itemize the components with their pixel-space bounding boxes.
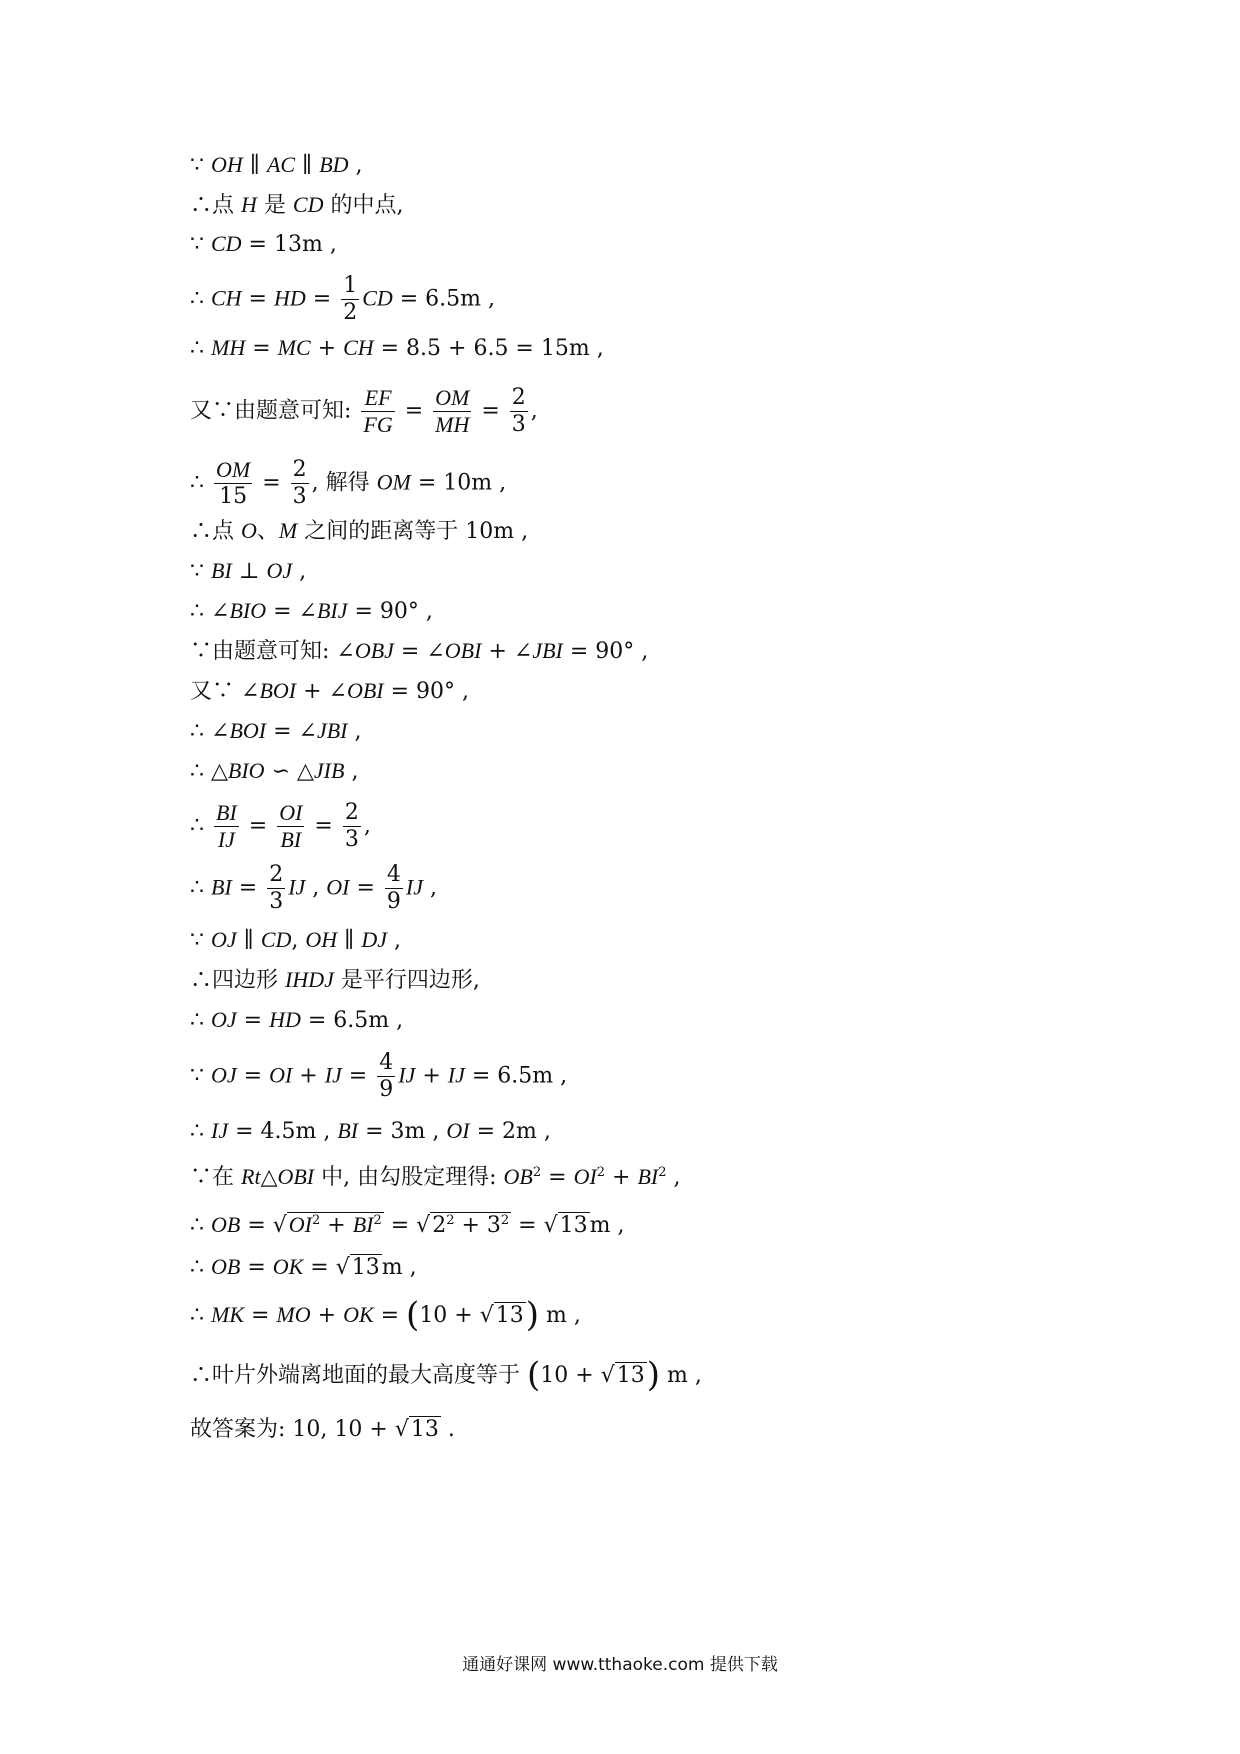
- solution-line-10: ∴ ∠BIO = ∠BIJ = 90° ,: [190, 598, 433, 624]
- solution-line-20: ∵ OJ = OI + IJ = $\frac{4}{9}$ IJ + IJ = 6.5m ,: [190, 1050, 568, 1102]
- solution-line-26: ∴叶片外端离地面的最大高度等于 (10 + √13) m ,: [190, 1355, 702, 1395]
- solution-line-16: ∴ BI = $\frac{2}{3}$ IJ , OI = $\frac{4}{9}$ IJ ,: [190, 862, 437, 914]
- solution-line-23: ∴ OB = $√OI^2 + BI^2 = √2^2 + 3^2 = √13m$ ,: [190, 1212, 625, 1238]
- solution-line-8: ∴点 O、M 之间的距离等于 10m ,: [190, 518, 529, 544]
- solution-line-17: ∵ OJ ∥ CD, OH ∥ DJ ,: [190, 927, 401, 953]
- solution-line-14: ∴ △BIO ∽ △JIB ,: [190, 758, 359, 784]
- solution-line-13: ∴ ∠BOI = ∠JBI ,: [190, 718, 362, 744]
- solution-line-18: ∴四边形 IHDJ 是平行四边形,: [190, 967, 480, 993]
- solution-line-3: ∵ CD = 13m ,: [190, 231, 337, 257]
- solution-line-19: ∴ OJ = HD = 6.5m ,: [190, 1007, 404, 1033]
- solution-line-6: 又∵由题意可知: $\frac{EF}{FG}$ = $\frac{OM}{MH}$ = $\frac{2}{3}$ ,: [190, 385, 538, 437]
- solution-line-25: ∴ MK = MO + OK = (10 + √13) m ,: [190, 1295, 581, 1335]
- solution-line-11: ∵由题意可知: ∠OBJ = ∠OBI + ∠JBI = 90° ,: [190, 638, 649, 664]
- solution-line-7: ∴ $\frac{OM}{15}$ = $\frac{2}{3}$ , 解得 OM = 10m ,: [190, 457, 507, 509]
- solution-line-5: ∴ MH = MC + CH = 8.5 + 6.5 = 15m ,: [190, 335, 604, 361]
- solution-line-27: 故答案为: 10, 10 + √13 .: [190, 1417, 455, 1442]
- solution-line-12: 又∵ ∠BOI + ∠OBI = 90° ,: [190, 678, 470, 704]
- solution-line-21: ∴ IJ = 4.5m , BI = 3m , OI = 2m ,: [190, 1118, 551, 1144]
- solution-line-15: ∴ $\frac{BI}{IJ}$ = $\frac{OI}{BI}$ = $\frac{2}{3}$ ,: [190, 800, 371, 852]
- solution-line-4: ∴ CH = HD = $\frac{1}{2}$ CD = 6.5m ,: [190, 273, 496, 325]
- solution-line-22: ∵在 Rt△OBI 中, 由勾股定理得: $OB^2 = OI^2 + BI^2$ ,: [190, 1164, 681, 1190]
- solution-line-9: ∵ BI ⊥ OJ ,: [190, 558, 307, 584]
- page-footer: 通通好课网 www.tthaoke.com 提供下载: [462, 1655, 778, 1675]
- solution-line-24: ∴ OB = OK = √13m ,: [190, 1254, 417, 1280]
- solution-line-2: ∴点 H 是 CD 的中点,: [190, 192, 404, 218]
- solution-line-1: ∵ OH ∥ AC ∥ BD ,: [190, 152, 363, 178]
